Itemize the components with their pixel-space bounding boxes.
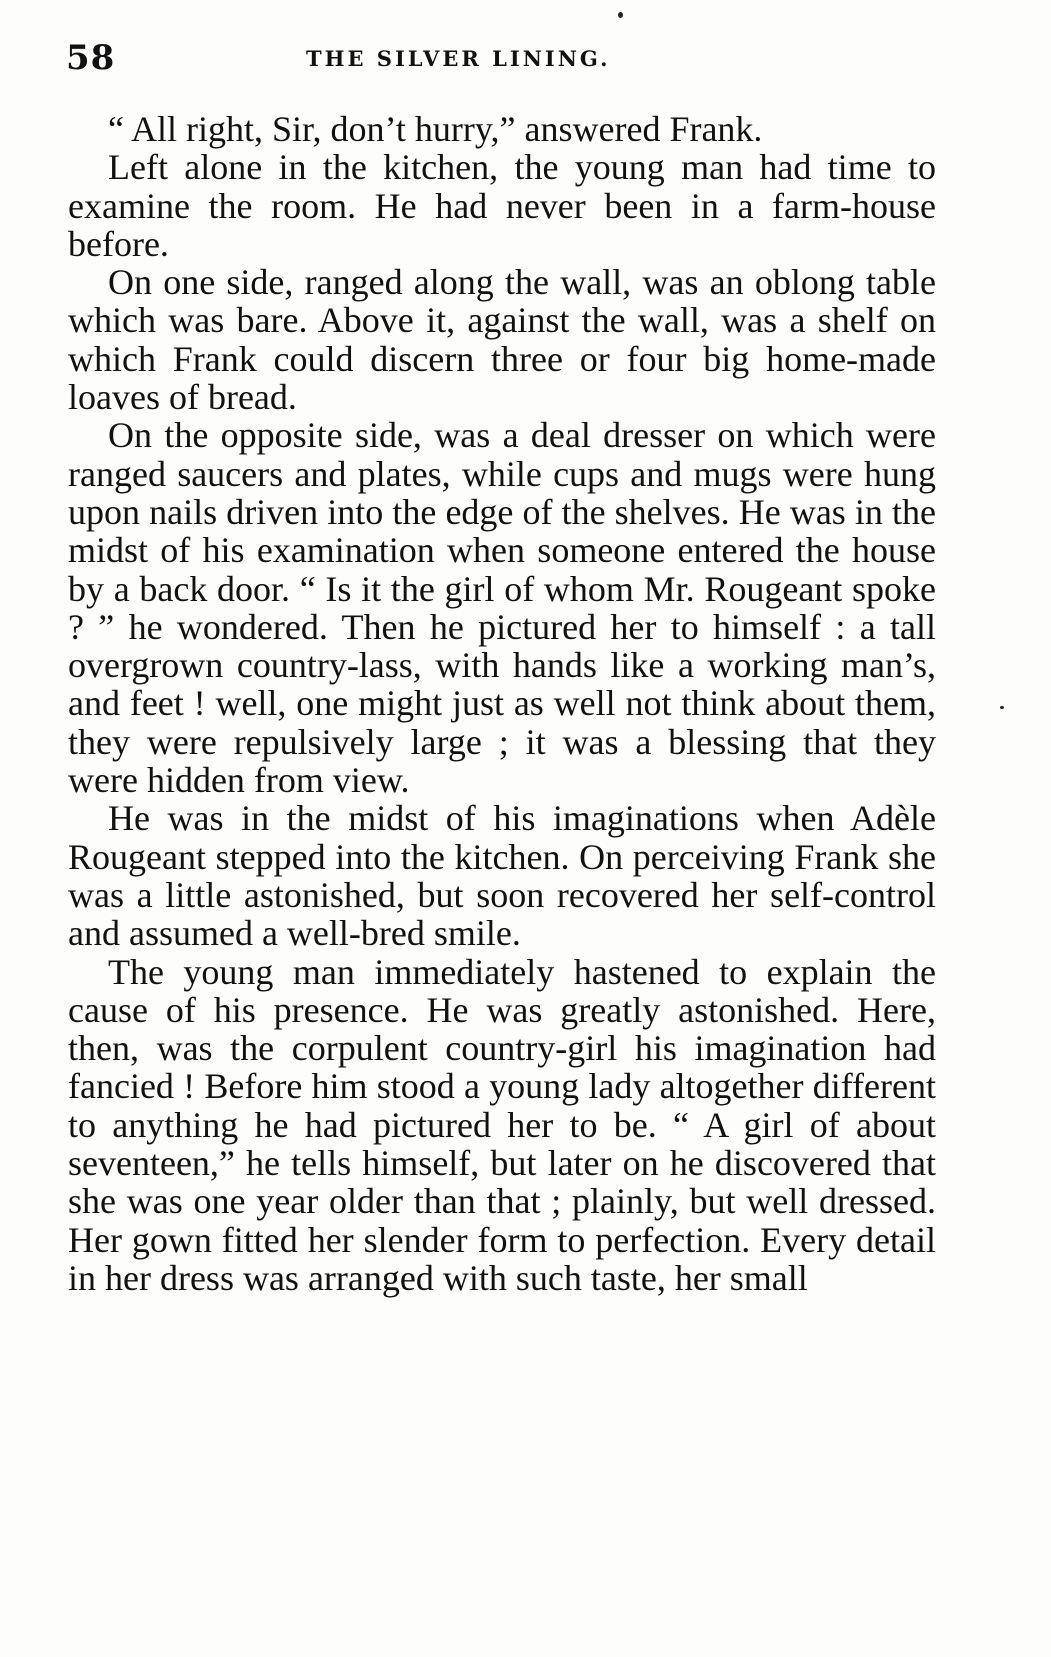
paragraph: Left alone in the kitchen, the young man had time to examine the room. He had never been in a farm-house before. [68, 147, 936, 264]
ink-speck [618, 12, 623, 18]
body-text [68, 110, 936, 1297]
paragraph: On one side, ranged along the wall, was an oblong table which was bare. Above it, against the wall, was a shelf on which Frank could discern three or four big home-made loaves of bread. [68, 262, 936, 418]
paragraph: The young man immediately hastened to explain the cause of his presence. He was greatly astonished. Here, then, was the corpulent country-girl his imagination had fancied ! Before him stood a young lady altogether different to anything he had pictured her to be. “ A girl of about seventeen,” he tells himself, but later on he discovered that she was one year older than that ; plainly, but well dressed. Her gown fitted her slender form to perfection. Every detail in her dress was arranged with such taste, her small [68, 951, 936, 1298]
paragraph: On the opposite side, was a deal dresser on which were ranged saucers and plates, while cups and mugs were hung upon nails driven into the edge of the shelves. He was in the midst of his examination when someone entered the house by a back door. “ Is it the girl of whom Mr. Rougeant spoke ? ” he wondered. Then he pictured her to himself : a tall overgrown country-lass, with hands like a working man’s, and feet ! well, one might just as well not think about them, they were repulsively large ; it was a blessing that they were hidden from view. [68, 415, 936, 801]
ink-speck [1000, 706, 1004, 709]
paragraph: “ All right, Sir, don’t hurry,” answered Frank. [108, 109, 763, 149]
page-number: 58 [66, 38, 116, 78]
page-header [66, 38, 936, 78]
running-title: THE SILVER LINING. [306, 46, 611, 71]
paragraph: He was in the midst of his imaginations when Adèle Rougeant stepped into the kitchen. On perceiving Frank she was a little astonished, but soon recovered her self-control and assumed a well-bred smile. [68, 798, 936, 954]
